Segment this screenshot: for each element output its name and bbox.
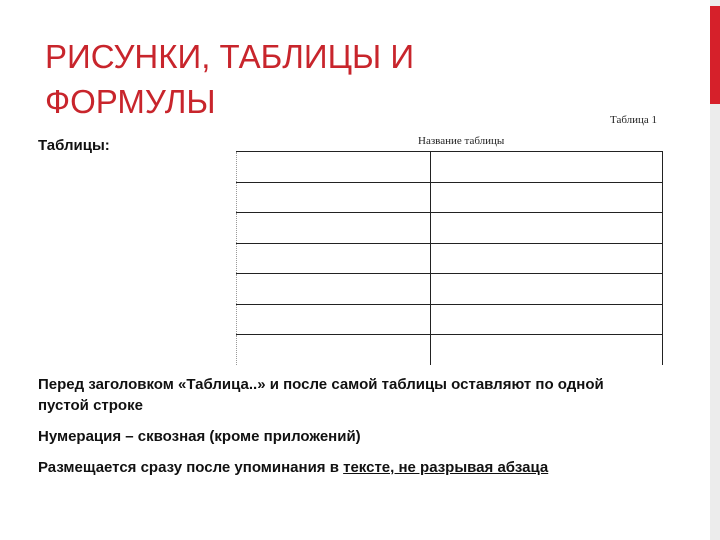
table-cell	[237, 182, 431, 213]
slide-accent-mark	[710, 6, 720, 104]
table-cell	[430, 152, 662, 183]
text-link[interactable]: тексте, не разрывая абзаца	[343, 459, 549, 476]
table-row	[237, 152, 663, 183]
table-cell	[237, 335, 431, 365]
table-row	[237, 213, 663, 244]
table-cell	[430, 182, 662, 213]
rule-numbering: Нумерация – сквозная (кроме приложений)	[38, 428, 361, 445]
table-cell	[237, 274, 431, 305]
table-cell	[237, 152, 431, 183]
table-cell	[430, 304, 662, 335]
table-row	[237, 182, 663, 213]
example-table-caption: Название таблицы	[418, 135, 505, 147]
example-table-number: Таблица 1	[610, 114, 658, 126]
body-text	[38, 374, 638, 488]
table-row	[237, 274, 663, 305]
table-cell	[430, 243, 662, 274]
table-cell	[237, 243, 431, 274]
rule-blank-lines: Перед заголовком «Таблица..» и после самой таблицы оставляют по одной пустой строке	[38, 376, 604, 414]
table-cell	[430, 335, 662, 365]
slide-title: РИСУНКИ, ТАБЛИЦЫ И ФОРМУЛЫ	[45, 38, 415, 120]
table-cell	[237, 213, 431, 244]
table-row	[237, 243, 663, 274]
table-row	[237, 335, 663, 365]
tables-subheading: Таблицы:	[38, 137, 110, 154]
table-row	[237, 304, 663, 335]
table-cell	[430, 274, 662, 305]
table-cell	[237, 304, 431, 335]
example-table	[236, 151, 663, 365]
table-cell	[430, 213, 662, 244]
rule-placement	[38, 457, 638, 478]
rule-placement-text: Размещается сразу после упоминания в	[38, 459, 344, 476]
